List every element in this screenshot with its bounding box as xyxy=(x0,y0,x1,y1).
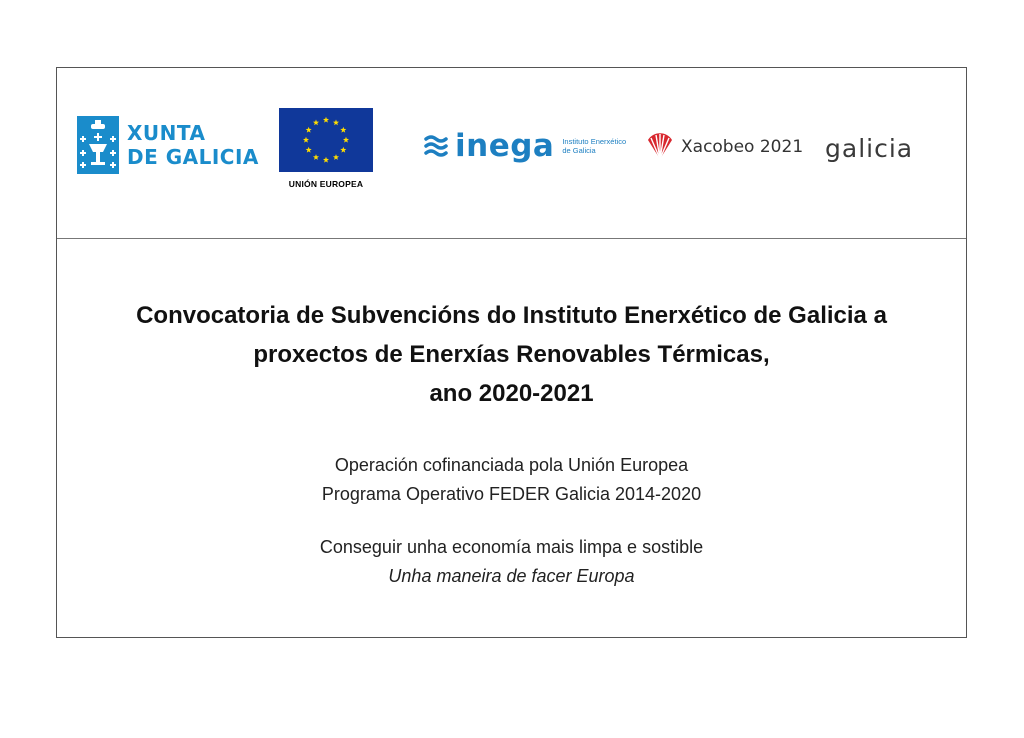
title-line-3: ano 2020-2021 xyxy=(429,380,594,407)
eu-caption: UNIÓN EUROPEA xyxy=(288,179,364,189)
xacobeo-logo xyxy=(645,132,803,162)
inega-subtitle xyxy=(562,137,626,155)
inega-waves-icon xyxy=(423,133,449,159)
eu-logo xyxy=(279,108,373,189)
cofinancing-line-1: Operación cofinanciada pola Unión Europea xyxy=(334,455,689,475)
xunta-line2: DE GALICIA xyxy=(127,145,259,169)
title-line-2: proxectos de Enerxías Renovables Térmicas, xyxy=(253,341,770,368)
inega-sub-line2: de Galicia xyxy=(562,146,596,155)
xunta-line1: XUNTA xyxy=(127,121,206,145)
document-title xyxy=(57,296,966,413)
inega-logo xyxy=(423,128,626,164)
cofinancing-line-2: Programa Operativo FEDER Galicia 2014-2020 xyxy=(321,484,702,504)
xunta-shield-icon xyxy=(77,116,119,174)
xunta-wordmark xyxy=(127,121,259,169)
logo-band xyxy=(57,68,966,239)
inega-wordmark: inega xyxy=(455,128,555,164)
document-frame xyxy=(56,67,967,638)
galicia-wordmark: galicia xyxy=(825,134,914,163)
scallop-shell-icon xyxy=(645,132,675,162)
motto-block xyxy=(57,533,966,591)
motto-line-1: Conseguir unha economía mais limpa e sostible xyxy=(319,537,704,557)
xacobeo-wordmark: Xacobeo 2021 xyxy=(681,137,804,157)
eu-flag-icon xyxy=(279,108,373,172)
galicia-logo xyxy=(825,134,913,163)
motto-line-2: Unha maneira de facer Europa xyxy=(388,566,635,586)
document-content xyxy=(57,239,966,591)
inega-sub-line1: Instituto Enerxético xyxy=(562,137,627,146)
cofinancing-block xyxy=(57,451,966,509)
title-line-1: Convocatoria de Subvencións do Instituto Enerxético de Galicia a xyxy=(136,302,887,329)
xunta-de-galicia-logo xyxy=(77,115,259,175)
